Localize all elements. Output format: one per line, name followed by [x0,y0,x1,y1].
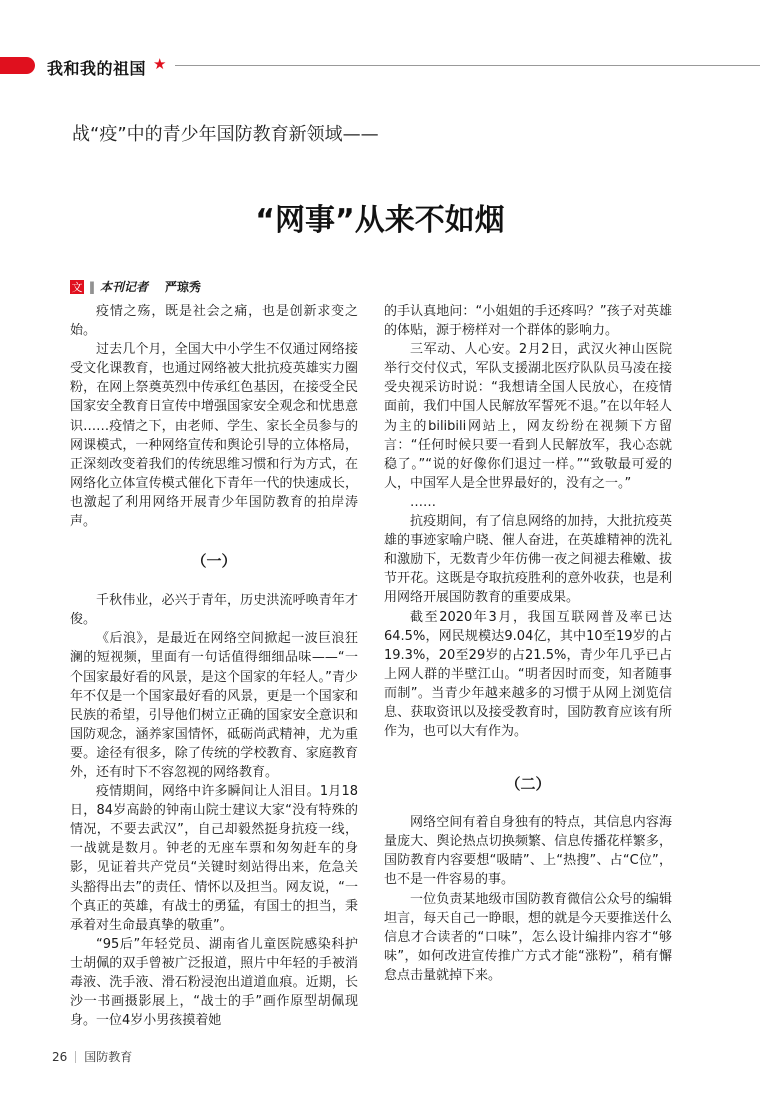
article-subtitle: 战“疫”中的青少年国防教育新领域—— [72,124,379,145]
section-title: 我和我的祖国 [47,59,147,78]
text-mark-icon: 文 [71,280,83,294]
right-column-block2 [384,813,672,985]
paragraph: 《后浪》，是最近在网络空间掀起一波巨浪狂澜的短视频，里面有一句话值得细细品味——“一个国家最好看的风景，是这个国家的年轻人。”青少年不仅是一个国家最好看的风景，更是一个国家和民族的希望，引导他们树立正确的国家安全意识和国防观念，涵养家国情怀，砥砺尚武精神，尤为重要。途径有很多，除了传统的学校教育、家庭教育外，还有时下不容忽视的网络教育。 [70,631,358,780]
paragraph: “95后”年轻党员、湖南省儿童医院感染科护士胡佩的双手曾被广泛报道，照片中年轻的手被消毒液、洗手液、滑石粉浸泡出道道血痕。近期，长沙一书画摄影展上，“战士的手”画作原型胡佩现身。一位4岁小男孩摸着她 [70,936,358,1029]
paragraph: 截至2020年3月，我国互联网普及率已达64.5%，网民规模达9.04亿，其中10至19岁的占19.3%，20至29岁的占21.5%，青少年几乎已占上网人群的半壁江山。“明者因时而变，知者随事而制”。当青少年越来越多的习惯于从网上浏览信息、获取资讯以及接受教育时，国防教育应该有所作为，也可以大有作为。 [384,609,672,740]
left-column-block1 [70,302,358,531]
paragraph: 千秋伟业，必兴于青年，历史洪流呼唤青年才俊。 [70,593,358,628]
paragraph: 一位负责某地级市国防教育微信公众号的编辑坦言，每天自己一睁眼，想的就是今天要推送什么信息才合读者的“口味”，怎么设计编排内容才“够味”，如何改进宣传推广方式才能“涨粉”，稍有懈怠点击量就掉下来。 [384,891,672,983]
paragraph: 疫情之殇，既是社会之痛，也是创新求变之始。 [70,304,358,339]
byline-author: 严琼秀 [165,280,202,294]
byline-separator: ‖ [89,279,95,294]
section-heading-1: （一） [191,552,237,571]
article-title: “网事”从来不如烟 [255,203,505,238]
star-icon: ★ [153,55,167,73]
right-column-block1 [384,302,672,741]
paragraph: 疫情期间，网络中许多瞬间让人泪目。1月18日，84岁高龄的钟南山院士建议大家“没有特殊的情况，不要去武汉”，自己却毅然挺身抗疫一线，一战就是数月。钟老的无座车票和匆匆赶车的身影，见证着共产党员“关键时刻站得出来，危急关头豁得出去”的责任、情怀以及担当。网友说，“一个真正的英雄，有战士的勇猛，有国士的担当，秉承着对生命最真挚的敬重”。 [70,784,358,933]
section-marker-pill [0,57,35,74]
magazine-name: 国防教育 [84,1050,133,1065]
paragraph: 抗疫期间，有了信息网络的加持，大批抗疫英雄的事迹家喻户晓、催人奋进，在英雄精神的洗礼和激励下，无数青少年仿佛一夜之间褪去稚嫩、拔节开花。这既是夺取抗疫胜利的意外收获，也是利用网络开展国防教育的重要成果。 [384,514,672,606]
header-divider [175,65,760,66]
article-body [70,302,760,1030]
left-column-block2 [70,591,358,1030]
paragraph: 的手认真地问：“小姐姐的手还疼吗？”孩子对英雄的体贴，源于榜样对一个群体的影响力。 [384,304,672,339]
right-column [384,302,672,985]
paragraph: 三军动、人心安。2月2日，武汉火神山医院举行交付仪式，军队支援湖北医疗队队员马凌在接受央视采访时说：“我想请全国人民放心，在疫情面前，我们中国人民解放军誓死不退。”在以年轻人为主的bilibili网站上，网友纷纷在视频下方留言：“任何时候只要一看到人民解放军，我心态就稳了。”“说的好像你们退过一样。”“致敬最可爱的人，中国军人是全世界最好的，没有之一。” [384,342,672,491]
paragraph: 过去几个月，全国大中小学生不仅通过网络接受文化课教育，也通过网络被大批抗疫英雄实力圈粉，在网上祭奠英烈中传承红色基因，在接受全民国家安全教育日宣传中增强国家安全观念和忧患意识……疫情之下，由老师、学生、家长全员参与的网课模式，一种网络宣传和舆论引导的立体格局，正深刻改变着我们的传统思维习惯和行为方式，在网络化立体宣传模式催化下青年一代的快速成长，也激起了利用网络开展青少年国防教育的拍岸涛声。 [70,342,358,530]
footer-divider [75,1051,76,1063]
byline-role: 本刊记者 [100,280,149,294]
byline [70,278,201,295]
page-footer [52,1030,760,1065]
paragraph: …… [410,494,436,510]
left-column [70,302,358,1030]
section-heading-2: （二） [505,775,551,794]
paragraph: 网络空间有着自身独有的特点，其信息内容海量庞大、舆论热点切换频繁、信息传播花样繁多，国防教育内容要想“吸睛”、上“热搜”、占“C位”，也不是一件容易的事。 [384,815,672,888]
page-number: 26 [52,1049,68,1064]
